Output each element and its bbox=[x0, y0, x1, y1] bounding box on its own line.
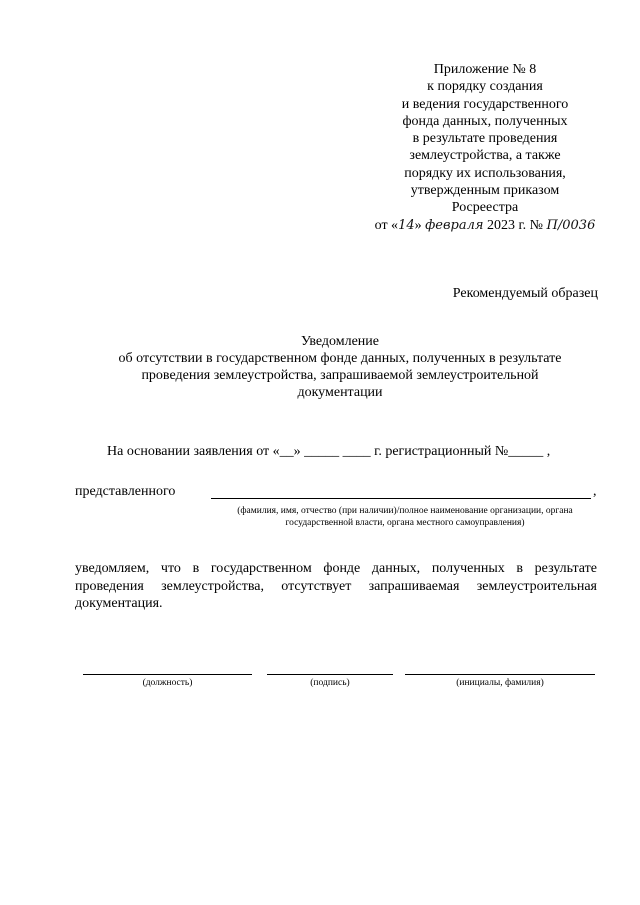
position-fill-line bbox=[83, 674, 252, 675]
order-day-handwritten: 14 bbox=[398, 217, 415, 233]
signature-caption: (подпись) bbox=[310, 678, 350, 688]
order-number-handwritten: П/0036 bbox=[546, 217, 596, 233]
order-prefix: от « bbox=[374, 217, 399, 233]
presented-label: представленного bbox=[75, 484, 176, 499]
title-line: проведения землеустройства, запрашиваемой землеустроительной bbox=[141, 368, 539, 383]
appendix-line: землеустройства, а также bbox=[409, 148, 561, 164]
appendix-line: порядку их использования, bbox=[404, 165, 566, 181]
notice-line: проведения землеустройства, отсутствует запрашиваемая землеустроительная bbox=[75, 578, 597, 594]
position-caption: (должность) bbox=[142, 678, 193, 688]
appendix-line: в результате проведения bbox=[412, 131, 558, 147]
appendix-line: фонда данных, полученных bbox=[402, 113, 568, 129]
hint-line: (фамилия, имя, отчество (при наличии)/полное наименование организации, органа bbox=[237, 506, 573, 516]
title-line: документации bbox=[297, 385, 383, 400]
hint-line: государственной власти, органа местного самоуправления) bbox=[285, 518, 525, 528]
appendix-line: утвержденным приказом bbox=[410, 183, 560, 199]
order-mid: » bbox=[414, 217, 422, 233]
presented-hint bbox=[200, 505, 610, 529]
order-month-handwritten: февраля bbox=[425, 217, 484, 233]
recommended-sample-label: Рекомендуемый образец bbox=[452, 286, 598, 301]
appendix-line: Приложение № 8 bbox=[433, 62, 537, 77]
appendix-line: к порядку создания bbox=[427, 79, 543, 95]
presented-fill-line bbox=[211, 498, 591, 499]
title-line: об отсутствии в государственном фонде данных, полученных в результате bbox=[118, 351, 562, 366]
appendix-line: и ведения государственного bbox=[401, 96, 569, 112]
appendix-line: Росреестра bbox=[451, 200, 519, 216]
notice-paragraph bbox=[75, 560, 597, 613]
signature-fill-line bbox=[267, 674, 393, 675]
appendix-header bbox=[360, 61, 610, 234]
title-heading: Уведомление bbox=[300, 334, 379, 349]
basis-line: На основании заявления от «__» _____ ____ г. регистрационный №_____ , bbox=[107, 444, 551, 459]
order-date-line bbox=[360, 217, 610, 234]
notice-line: документация. bbox=[75, 596, 163, 611]
document-title bbox=[60, 333, 620, 401]
order-year: 2023 г. № bbox=[483, 217, 547, 233]
name-caption: (инициалы, фамилия) bbox=[456, 678, 544, 688]
name-fill-line bbox=[405, 674, 595, 675]
presented-comma: , bbox=[593, 484, 597, 499]
notice-line: уведомляем, что в государственном фонде данных, полученных в результате bbox=[75, 561, 597, 576]
